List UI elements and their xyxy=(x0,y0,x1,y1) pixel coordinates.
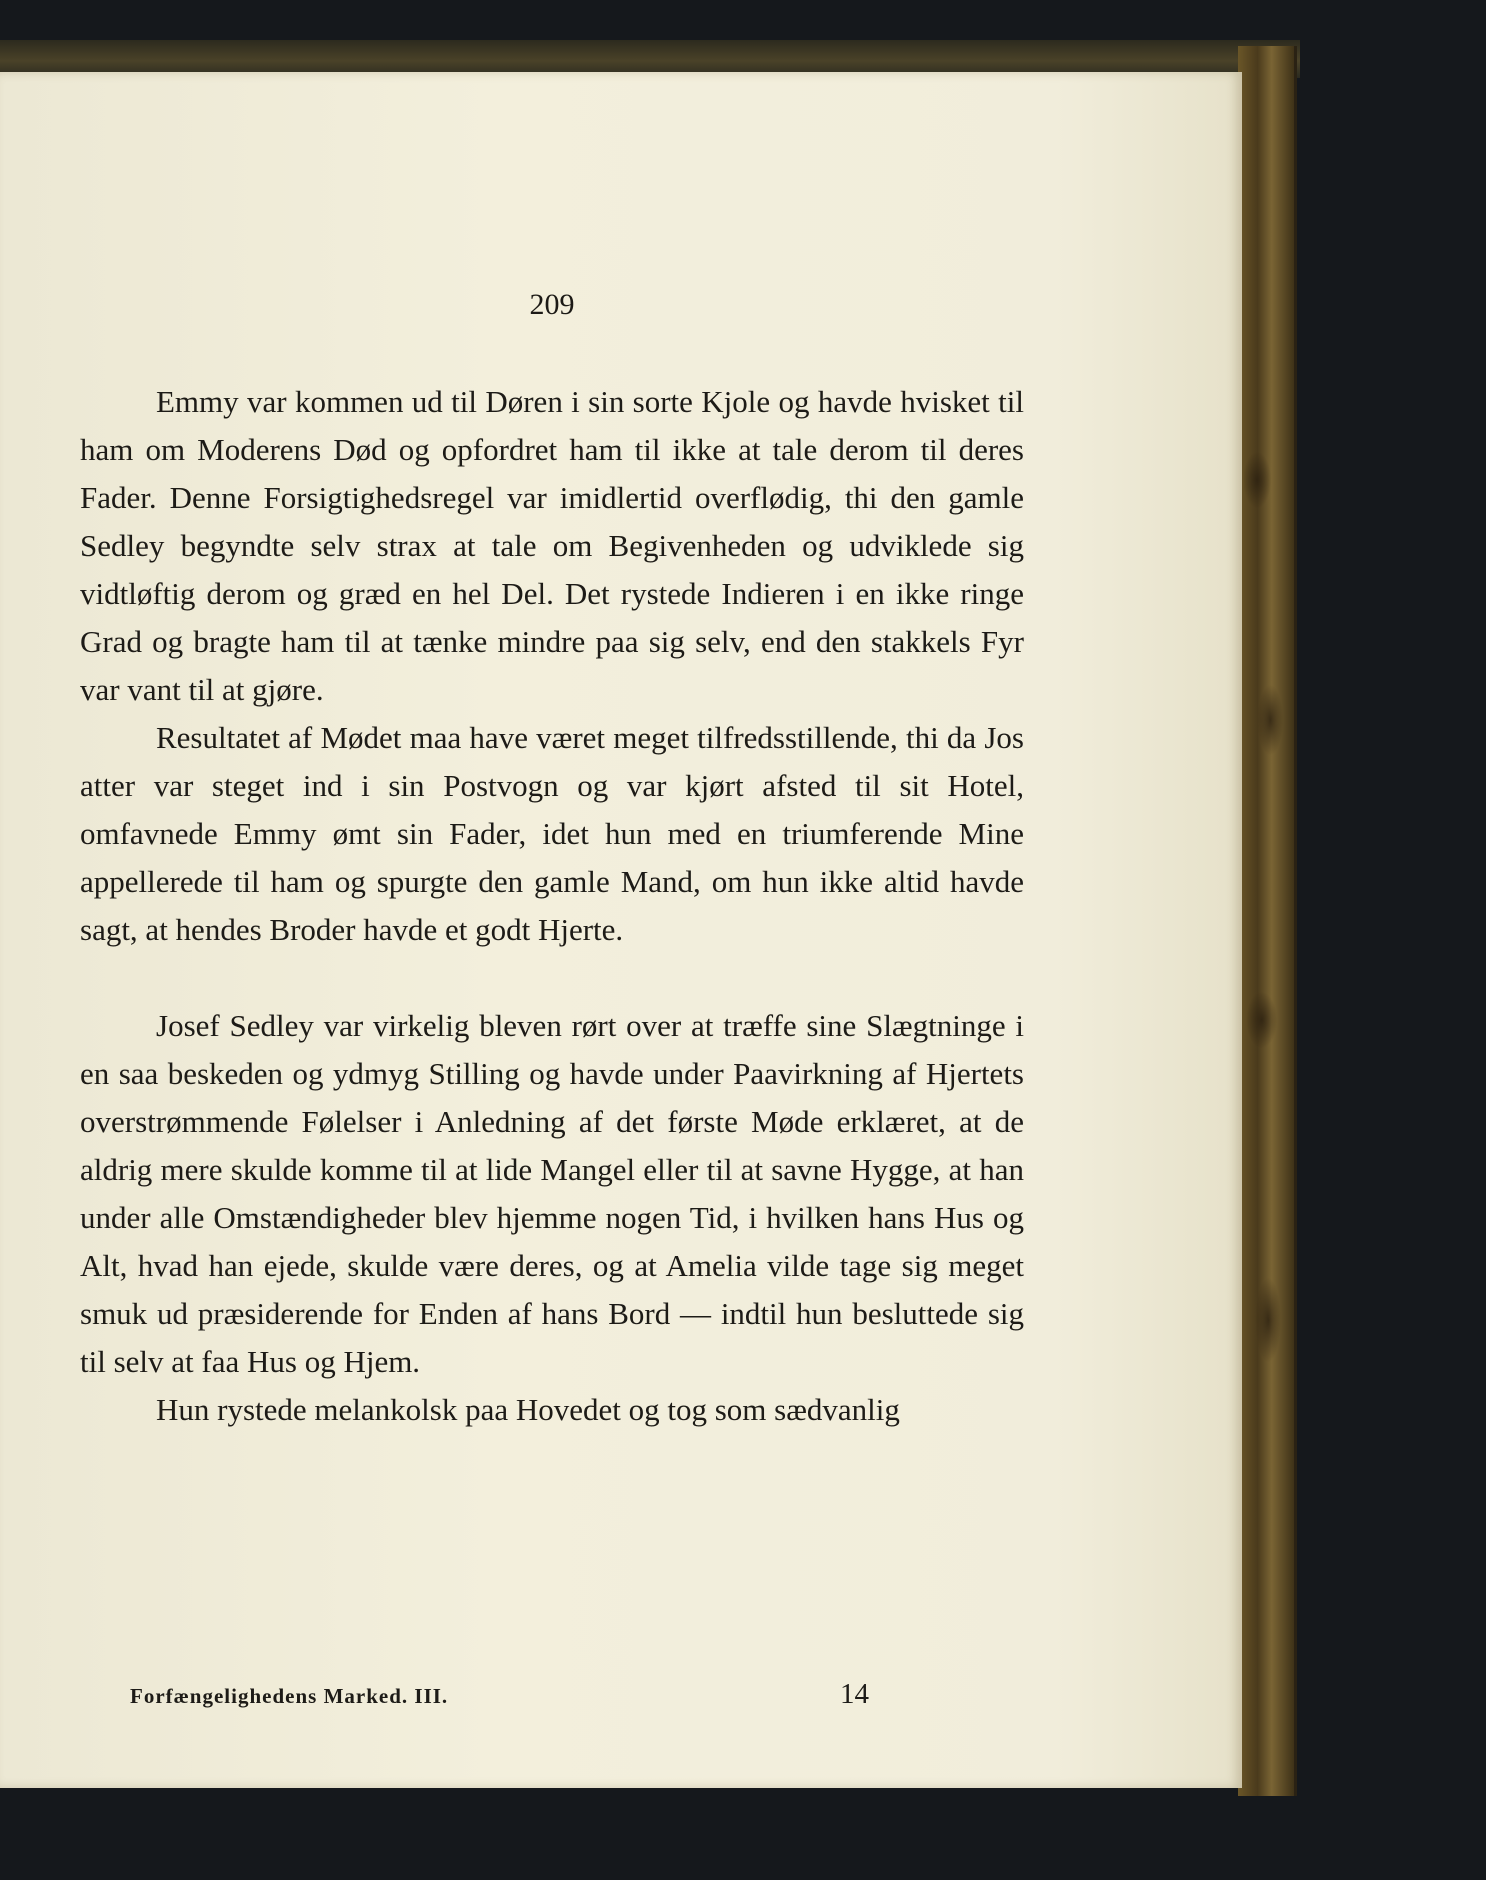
paragraph-1: Emmy var kommen ud til Døren i sin sorte Kjole og havde hvisket til ham om Moderens Død og opfordret ham til ikke at tale derom til deres Fader. Denne Forsigtighedsregel var imidlertid overflødig, thi den gamle Sedley begyndte selv strax at tale om Begivenheden og udviklede sig vidtløftig derom og græd en hel Del. Det rystede Indieren i en ikke ringe Grad og bragte ham til at tænke mindre paa sig selv, end den stakkels Fyr var vant til at gjøre. xyxy=(80,384,1024,707)
binding-marbling xyxy=(1244,360,1288,1560)
body-text xyxy=(80,378,1024,1434)
page-sheet xyxy=(0,72,1242,1788)
footer-signature-mark: 14 xyxy=(840,1678,869,1710)
footer-book-title: Forfængelighedens Marked. III. xyxy=(130,1684,449,1708)
paragraph-3: Josef Sedley var virkelig bleven rørt over at træffe sine Slægtninge i en saa beskeden og ydmyg Stilling og havde under Paavirkning af Hjertets overstrømmende Følelser i Anledning af det første Møde erklæret, at de aldrig mere skulde komme til at lide Mangel eller til at savne Hygge, at han under alle Omstændigheder blev hjemme nogen Tid, i hvilken hans Hus og Alt, hvad han ejede, skulde være deres, og at Amelia vilde tage sig meget smuk ud præsiderende for Enden af hans Bord — indtil hun besluttede sig til selv at faa Hus og Hjem. xyxy=(80,1008,1024,1379)
paragraph-4: Hun rystede melankolsk paa Hovedet og tog som sædvanlig xyxy=(156,1392,900,1427)
page-number: 209 xyxy=(529,288,575,321)
paragraph-2: Resultatet af Mødet maa have været meget tilfredsstillende, thi da Jos atter var steget ind i sin Postvogn og var kjørt afsted til sit Hotel, omfavnede Emmy ømt sin Fader, idet hun med en triumferende Mine appellerede til ham og spurgte den gamle Mand, om hun ikke altid havde sagt, at hendes Broder havde et godt Hjerte. xyxy=(80,720,1024,947)
